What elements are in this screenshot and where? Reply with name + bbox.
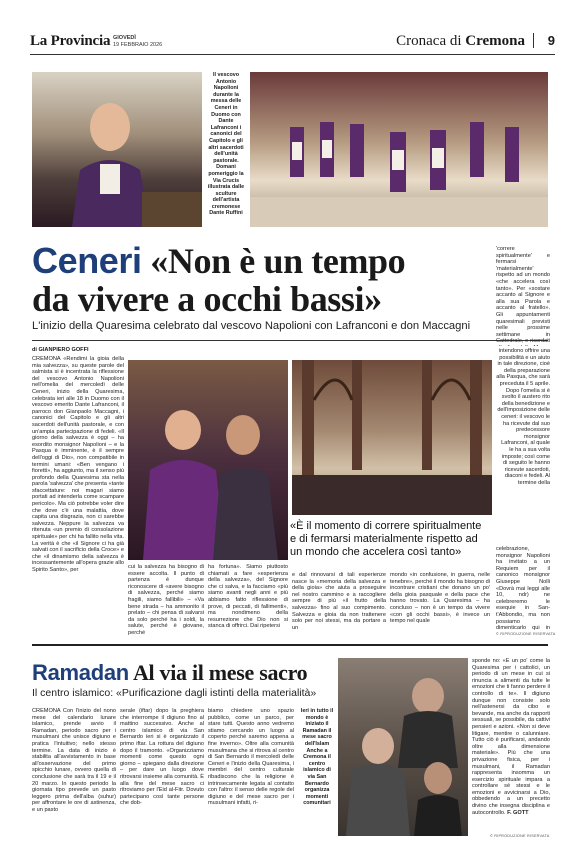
- photo-cathedral-nave: [292, 360, 492, 515]
- article-column-4: e dal rinnovarsi di tali esperienze nasce la «memoria della salvezza e della gioia» che aiuta a proseguire nel nostro cammino e a raccogliere sempre di più «il frutto della salvezza» fino al suo compimento. Salvezza e gioia da non trattenere solo per noi stessi, ma da portare a un: [292, 572, 386, 631]
- article2-kicker: Ramadan: [32, 660, 129, 685]
- photo-ramadan-prayer: [338, 658, 468, 836]
- article2-signature: F. GOTT: [507, 809, 529, 816]
- cathedral-nave-illustration: [292, 360, 492, 515]
- cathedral-mass-illustration: [250, 72, 548, 227]
- ashes-imposition-illustration: [128, 360, 288, 560]
- article-column-6c: celebrazione, monsignor Napolioni ha invitato a un Requiem per il canonico monsignor Giuseppe Nolli «Dovrà mai leggi alle 10, ndr) ne celebreremo le esequie in San- t'Abbondio, ma non possiamo dimenticarlo qui in: [496, 546, 550, 630]
- article2-column-3: biamo chiedere uno spazio pubblico, come un parco, per stare tutti. Questo anno vedremo stiamo cercando un luogo al coperto perché saremo appena a fine inverno». Oltre alla comunità musulmana che si ritrova al centro di San Bernardo il mercoledì delle Ceneri e l'inizio della Quaresima, i membri del centro culturale ribadiscono che la religione è intrinsecamente legata al contatto con l'altro: il senso delle regole del digiuno e del mese sacro per i musulmani infatti, ri-: [208, 708, 294, 807]
- article2-column-4: [472, 658, 550, 830]
- page-number: 9: [533, 33, 555, 48]
- copyright-notice: © RIPRODUZIONE RISERVATA: [496, 632, 556, 636]
- article-author: di GIANPIERO GOFFI: [32, 347, 89, 353]
- divider: [32, 644, 548, 646]
- article-subhead: L'inizio della Quaresima celebrato dal vescovo Napolioni con Lafranconi e don Maccagni: [32, 320, 471, 332]
- pull-quote: «È il momento di correre spiritualmente e di fermarsi materialmente rispetto ad un mondo che accelera così tanto»: [290, 520, 482, 558]
- article2-headline: [32, 660, 362, 686]
- photo-ashes-imposition: [128, 360, 288, 560]
- article2-column-2: serale (iftar) dopo la preghiera che interrompe il digiuno fino al mattino successivo. Anche al centro islamico di via San Bernardo ieri si è organizzato il primo iftar. La rottura del digiuno dopo il tramonto. «Organizziamo momenti come questo ogni giorno – spiegano dalla direzione – per dare un luogo dove ritrovarsi insieme alla comunità. È alla fine del mese sacro ci ritroviamo per l'Eid al-Fitr. Dovuto partecipano così tante persone che dob-: [120, 708, 204, 807]
- headline-kicker: Ceneri: [32, 240, 142, 281]
- ramadan-prayer-illustration: [338, 658, 468, 836]
- newspaper-logo: La Provincia: [30, 33, 111, 49]
- article-column-5: mondo «in confusione, in guerra, nelle tenebre», perché il mondo ha bisogno di incontrare cristiani che donano un po' della gioia pasquale e della pace che hanno trovato. La Quaresima – ha concluso – non è un tempo da vivere «con gli occhi bassi», è invece un tempo nel quale: [390, 572, 490, 625]
- issue-weekday: GIOVEDÌ: [113, 35, 136, 41]
- photo-caption: Il vescovo Antonio Napolioni durante la messa delle Ceneri in Duomo con Dante Lafranconi i canonici del Capitolo e gli altri sacerdoti dell'unità pastorale. Domani pomeriggio la Via Crucis illustrata dalle sculture dell'artista cremonese Dante Ruffini: [207, 72, 245, 217]
- headline-line-2: da vivere a occhi bassi»: [32, 279, 382, 319]
- article2-side-caption: Ieri in tutto il mondo è iniziato il Ramadan il mese sacro dell'Islam Anche a Cremona il centro islamico di via San Bernardo organizza momenti comunitari: [300, 708, 334, 807]
- headline-text-1: «Non è un tempo: [150, 241, 406, 281]
- headline-line-1: [32, 242, 532, 280]
- article2-subhead: Il centro islamico: «Purificazione dagli istinti della materialità»: [32, 687, 317, 699]
- bishop-portrait-illustration: [32, 72, 202, 227]
- article2-column-4-text: sponde no: «È un po' come la Quaresima per i cattolici, un periodo di un mese in cui si rinuncia a alimenti da tutte le emozioni che ti fanno perdere il controllo di te». Il digiuno dunque non consiste solo nell'astenersi da cibo e bevande, ma anche da rapporti sessuali, se possibile, da cattivi pensieri e azioni. «Non si deve litigare, mentire o calunniare. Tutto ciò è purificarsi, andando oltre alla dimensione materiale». Più che una privazione fisica, per i musulmani, il Ramadan rappresenta insomma un esercizio spirituale impara a controllare sé stessi e le emozioni e avvicinarsi a Dio, obbedendo a un precetto divino che insegna disciplina e autocontrollo.: [472, 658, 550, 816]
- masthead: [30, 33, 555, 55]
- section-prefix: Cronaca di: [396, 33, 462, 49]
- copyright-notice-2: © RIPRODUZIONE RISERVATA: [490, 834, 550, 838]
- photo-cathedral-mass: [250, 72, 548, 227]
- divider: [32, 340, 548, 341]
- photo-bishop-portrait: [32, 72, 202, 227]
- article-column-3: ha fortuna». Siamo piuttosto chiamati a fare «esperienza della salvezza», del Signore che ci salva, e la facciamo «più siamo avanti negli anni e più abbiamo fatto riflessione di prove, di peccati, di fallimenti», ma nondimeno della resurrezione che Dio non si stanca di offrirci. Dai ripetersi: [208, 564, 288, 630]
- section-title: [396, 33, 525, 50]
- article-column-2: cui la salvezza ha bisogno di essere accolta. Il punto di partenza è dunque riconoscere di «avere bisogno di salvezza, perché siamo fragili, siamo fallibili» – «Va bene strada – ha ammonito il prelato – chi pensa di salvarsi da solo perché ha i soldi, la salute, perché è giovane, perché: [128, 564, 204, 636]
- issue-date-value: 19 FEBBRAIO 2026: [113, 41, 163, 48]
- article-column-6a: 'correre spiritualmente' e fermarsi 'materialmente' rispetto ad un mondo «che accelera così tanto». Per «sostare accanto al Signore e alla sua Parola e accanto al fratello». Gli appuntamenti quaresimali previsti nelle prossime settimane in Cattedrale, e ricordati: [496, 246, 550, 345]
- article2-headline-text: Al via il mese sacro: [132, 660, 308, 685]
- article-column-6b: intendono offrire una possibilità e un aiuto in tale direzione, cioè della preparazione alla Pasqua, che sarà preceduta il 5 aprile. Dopo l'omelia si è svolto il austero rito della benedizione e dell'imposizione delle ceneri: il vescovo le ha ricevute dal suo predecessore monsignor Lafranconi, al quale le ha a sua volta imposte; così come di seguito le hanno ricevute sacerdoti, diaconi e fedeli. Al termine della: [496, 348, 550, 486]
- article2-column-1: CREMONA Con l'inizio del nono mese del calendario lunare islamico, prende avvio il Ramadan, periodo sacro per i musulmani che unisce digiuno e pratica l'intuitivo; nello stesso termine. La data di inizio è stabilita all'avvistamento in base all'osservazione del primo spicchio lunare, ovvero quella di conclusione che sarà tra il 19 e il 20 marzo. In questo periodo la giornata tipo prevede un pasto leggero prima dell'alba (suhur) per affrontare le ore di astinenza, e un pasto: [32, 708, 116, 813]
- article-headline: [32, 242, 532, 318]
- article-column-1: CREMONA «Rendimi la gioia della mia salvezza», su queste parole del salmista si è incentrata la riflessione del vescovo Antonio Napolioni nell'omelia del mercoledì delle Ceneri, inizio della Quaresima, celebrata ieri alle 18 in Duomo con il vescovo emerito Dante Lafranconi, il parroco don Gianpaolo Maccagni, i canonici del Capitolo e gli altri sacerdoti dell'unità pastorale, e con un'ampia partecipazione di fedeli. «Il giorno della salvezza è oggi – ha esordito monsignor Napolioni – e la Pasqua è imminente, è il sempre dell'oggi di Dio», non compatibile in termini umani: «Ben vengano i fioretti», ha aggiunto, ma il senso più profondo della Quaresima sta nella parola 'salvezza' che presenta «tante sfaccettature: noi magari siamo portati ad intenderla come scampare pericolo». Ma ciò potrebbe voler dire che dove c'è una malattia, dove capita una disgrazia, non ci sarebbe salvezza. Neppure la salvezza va ritenuta «un premio di consolazione spirituale» per chi ha fallito nella vita. La verità è che «il Signore ci ha già salvati con il sacrificio della Croce» e che «il dinamismo della salvezza è incessantemente all'opera grazie allo Spirito Santo», per: [32, 356, 124, 573]
- section-city: Cremona: [465, 33, 525, 49]
- issue-date: [113, 35, 162, 48]
